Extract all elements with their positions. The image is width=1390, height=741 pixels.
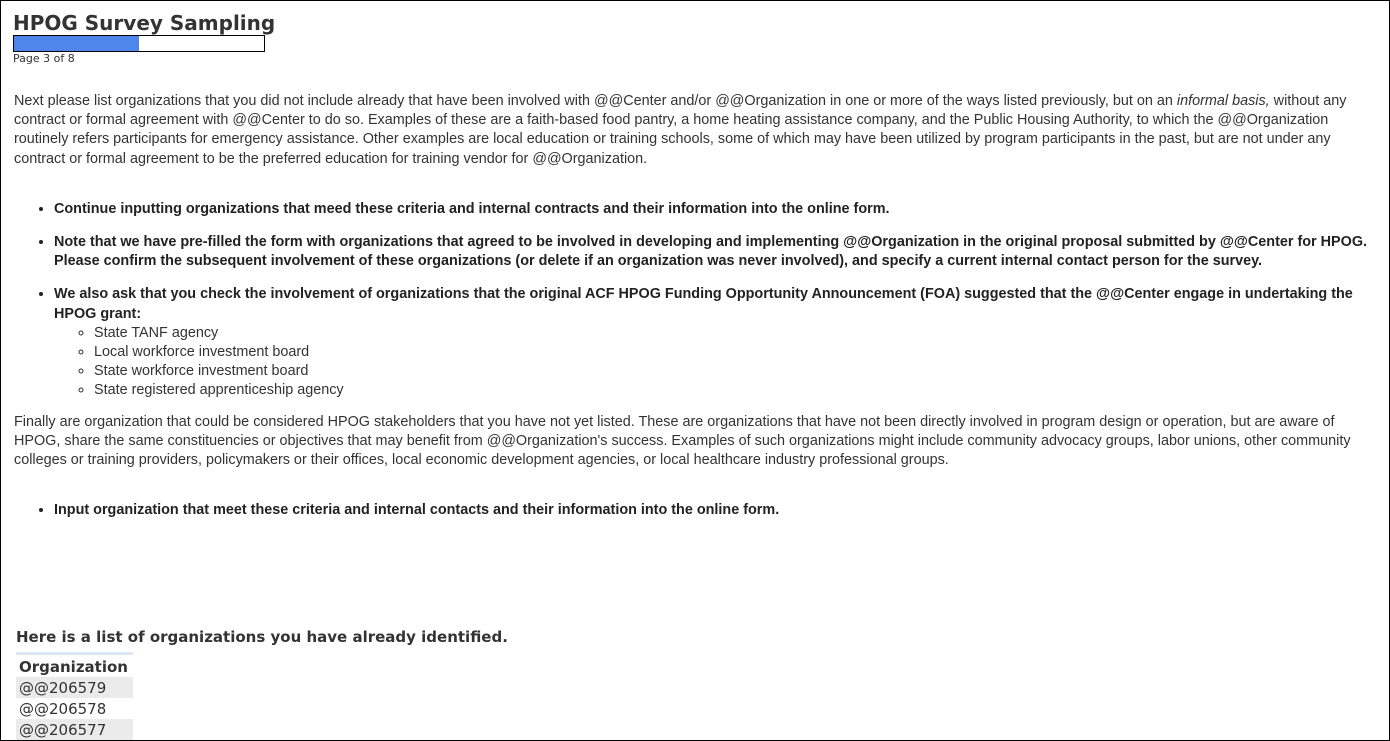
organization-cell: @@206579 bbox=[16, 677, 133, 698]
progress-bar bbox=[13, 35, 265, 52]
organization-cell: @@206578 bbox=[16, 698, 133, 719]
organization-cell: @@206577 bbox=[16, 719, 133, 740]
intro-text-1: Next please list organizations that you did not include already that have been involved with @@Center and/or @@Organization in one or more of the ways listed previously, but on an bbox=[14, 93, 1177, 109]
stakeholder-instruction-list bbox=[14, 501, 1376, 520]
foa-agency-item: ◦ State TANF agency bbox=[94, 324, 1376, 343]
table-row bbox=[16, 677, 133, 698]
foa-agency-list bbox=[54, 324, 1376, 401]
foa-agency-item: ◦ State registered apprenticeship agency bbox=[94, 381, 1376, 400]
page-indicator: Page 3 of 8 bbox=[13, 52, 75, 65]
page-title: HPOG Survey Sampling bbox=[13, 11, 276, 35]
instruction-item: • Input organization that meet these criteria and internal contacts and their information into the online form. bbox=[54, 501, 1376, 520]
foa-agency-item: ◦ Local workforce investment board bbox=[94, 343, 1376, 362]
foa-agency-item: ◦ State workforce investment board bbox=[94, 362, 1376, 381]
column-header-organization: Organization bbox=[16, 654, 133, 678]
instruction-item bbox=[54, 285, 1376, 400]
organizations-table bbox=[16, 652, 133, 740]
intro-text-2: without any contract or formal agreement with @@Center to do so. Examples of these are a faith-based food pantry, a home heating assistance company, and the Public Housing Authority, to which the @@Organization routinely refers participants for emergency assistance. Other examples are local education or training schools, some of which may have been utilized by program participants in the past, but are not under any contract or formal agreement to be the preferred education for training vendor for @@Organization. bbox=[14, 93, 1347, 167]
table-row bbox=[16, 719, 133, 740]
intro-paragraph bbox=[14, 92, 1376, 169]
intro-emphasis: informal basis, bbox=[1176, 93, 1270, 109]
survey-instructions bbox=[14, 92, 1376, 520]
instruction-list bbox=[14, 200, 1376, 401]
organizations-heading: Here is a list of organizations you have already identified. bbox=[16, 628, 508, 646]
instruction-item-label: We also ask that you check the involvement of organizations that the original ACF HPOG Funding Opportunity Announcement (FOA) suggested that the @@Center engage in undertaking the HPOG grant: bbox=[54, 286, 1353, 322]
instruction-item: • Continue inputting organizations that meed these criteria and internal contracts and their information into the online form. bbox=[54, 200, 1376, 219]
instruction-item: • Note that we have pre-filled the form with organizations that agreed to be involved in developing and implementing @@Organization in the original proposal submitted by @@Center for HPOG. Please confirm the subsequent involvement of these organizations (or delete if an organization was never involved), and specify a current internal contact person for the survey. bbox=[54, 233, 1376, 271]
stakeholders-paragraph: Finally are organization that could be considered HPOG stakeholders that you have not yet listed. These are organizations that have not been directly involved in program design or operation, but are aware of HPOG, share the same constituencies or objectives that may benefit from @@Organization's success. Examples of such organizations might include community advocacy groups, labor unions, other community colleges or training providers, policymakers or their offices, local economic development agencies, or local healthcare industry professional groups. bbox=[14, 413, 1351, 469]
progress-bar-fill bbox=[14, 36, 139, 51]
table-row bbox=[16, 698, 133, 719]
